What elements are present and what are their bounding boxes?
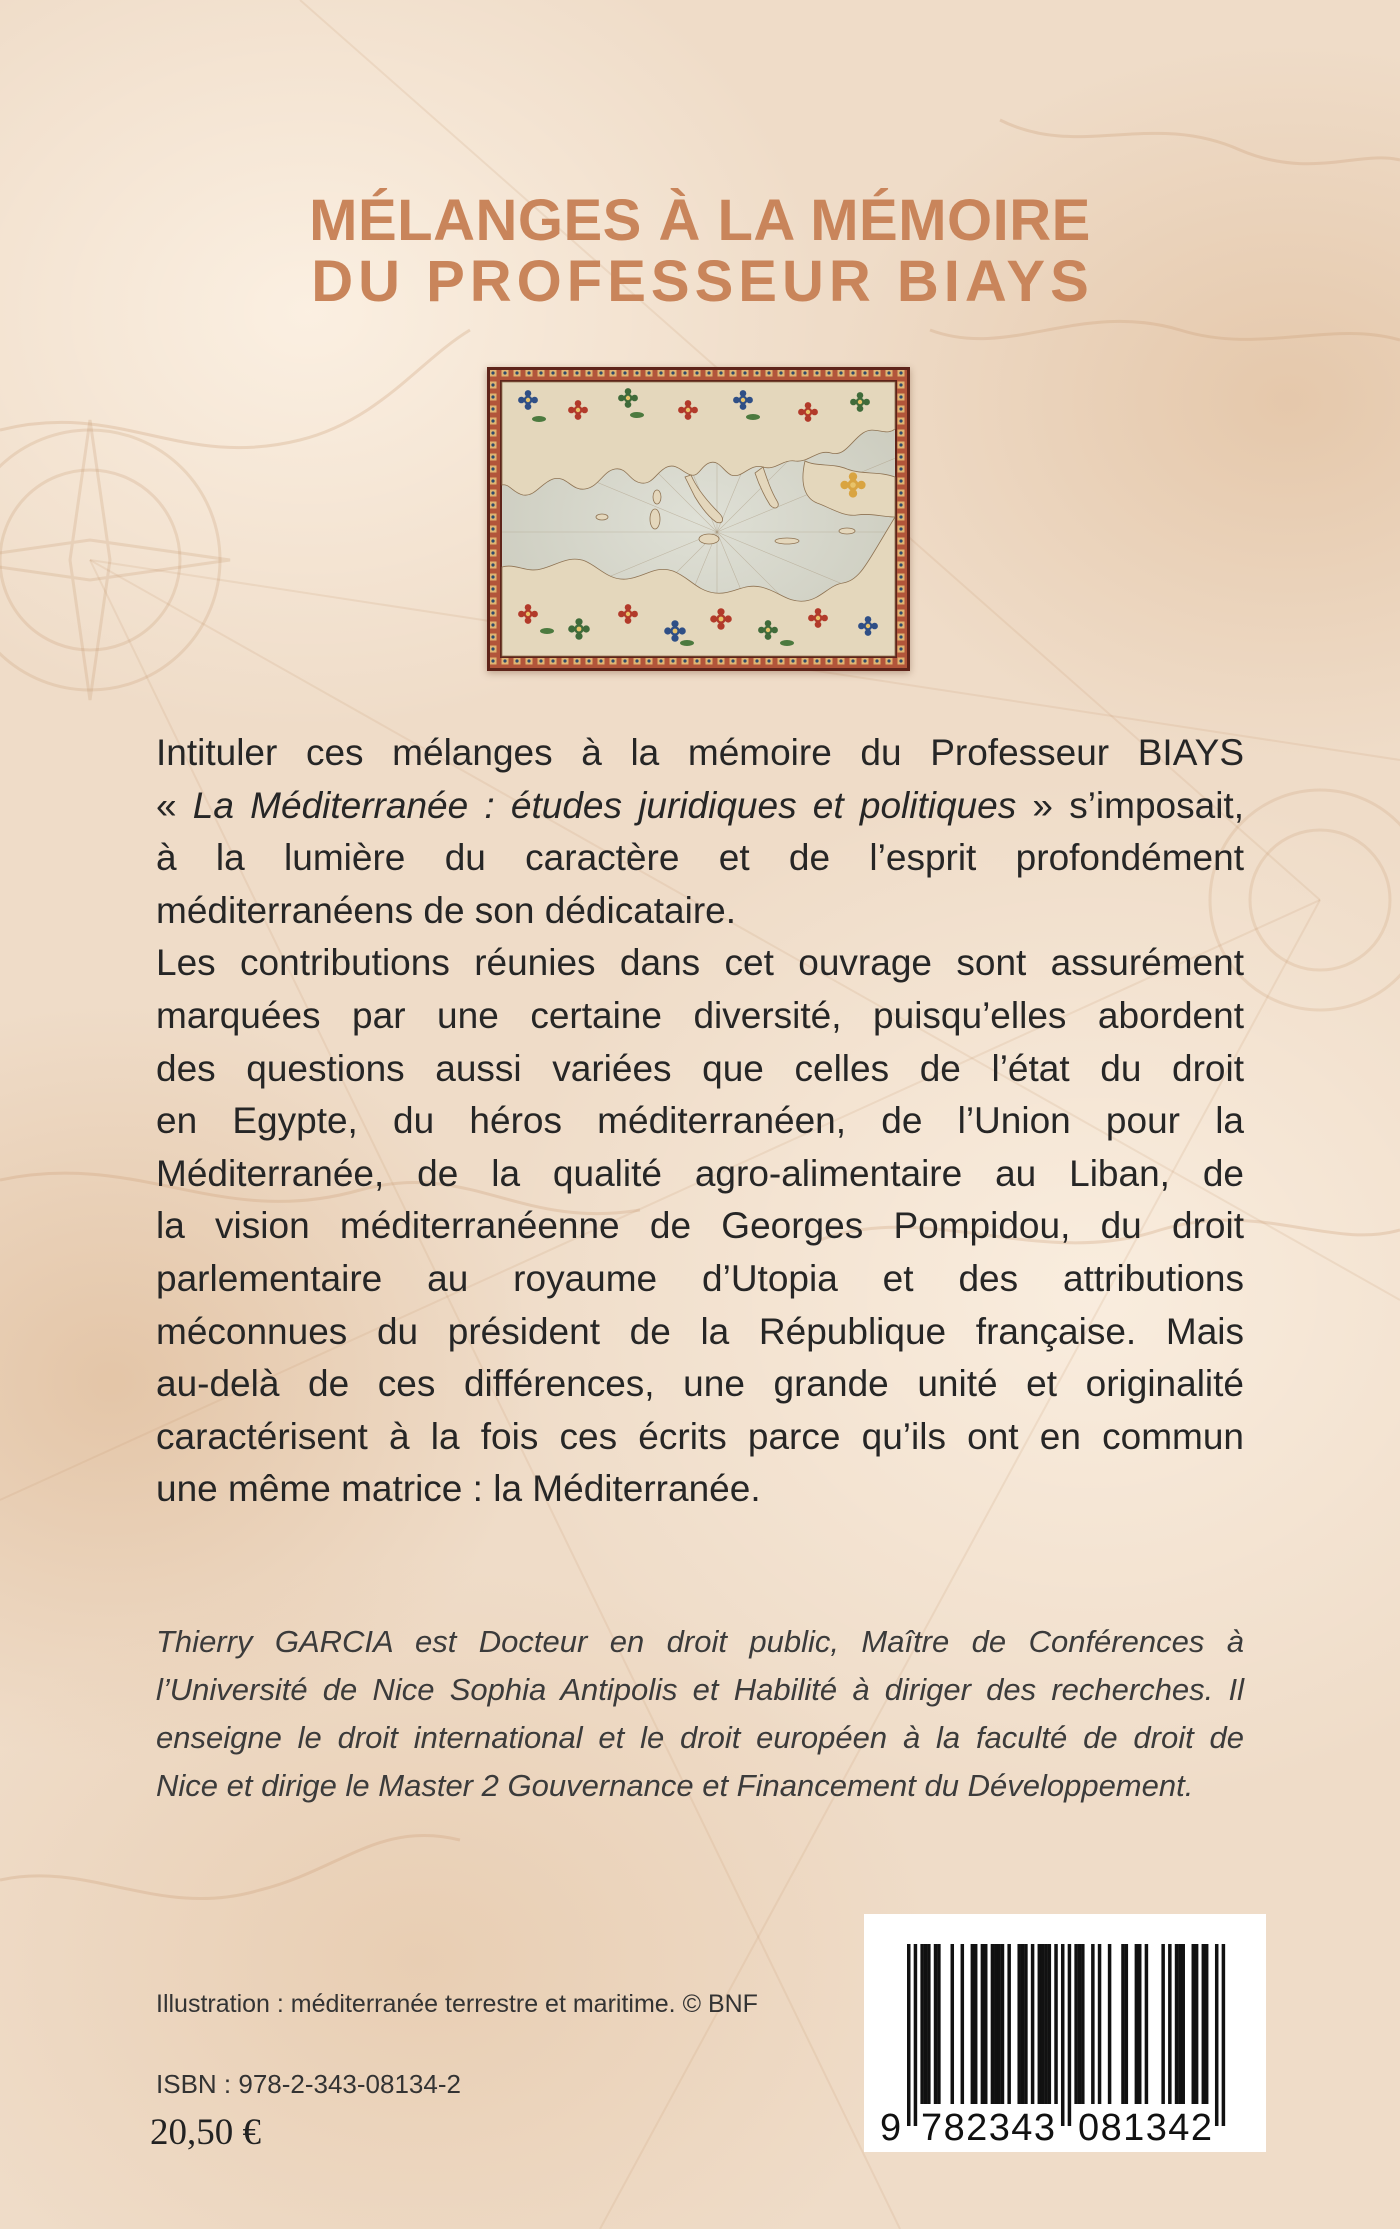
isbn-number: ISBN : 978-2-343-08134-2: [156, 2069, 461, 2099]
barcode-bar: [924, 1944, 928, 2104]
barcode-bar: [981, 1944, 985, 2104]
barcode-bar: [1031, 1944, 1035, 2104]
barcode-bar: [974, 1944, 978, 2104]
map-illustration: [487, 367, 910, 671]
barcode-first-digit: 9: [880, 2107, 902, 2149]
summary-line: [156, 780, 1244, 833]
barcode-bar: [1192, 1944, 1196, 2104]
barcode-bar: [1135, 1944, 1139, 2104]
summary-line: caractérisent à la fois ces écrits parce qu’ils ont en commun: [156, 1415, 1244, 1457]
barcode-bar: [1178, 1944, 1182, 2104]
book-price: 20,50 €: [150, 2112, 261, 2153]
barcode-bar: [1061, 1944, 1065, 2126]
barcode-bar: [1222, 1944, 1226, 2126]
summary-line: des questions aussi variées que celles de l’état du droit: [156, 1047, 1244, 1089]
barcode-bar: [1017, 1944, 1021, 2104]
compass-rose-icon: [0, 420, 230, 700]
barcode-icon: [864, 1914, 1266, 2152]
barcode-bar: [927, 1944, 931, 2104]
barcode-bar: [1195, 1944, 1199, 2104]
barcode-bar: [1044, 1944, 1048, 2104]
barcode-bar: [951, 1944, 955, 2104]
barcode-bar: [1168, 1944, 1172, 2104]
portolan-map-icon: [487, 367, 910, 671]
author-bio-line: enseigne le droit international et le droit européen à la faculté de droit de: [156, 1720, 1244, 1755]
barcode-bar: [1161, 1944, 1165, 2104]
barcode-bar: [1138, 1944, 1142, 2104]
summary-line: une même matrice : la Méditerranée.: [156, 1468, 761, 1510]
barcode-bar: [1038, 1944, 1042, 2104]
isbn-barcode: [864, 1914, 1266, 2152]
summary-line: marquées par une certaine diversité, puisqu’elles abordent: [156, 994, 1244, 1036]
barcode-bar: [1001, 1944, 1005, 2104]
barcode-bar: [1068, 1944, 1072, 2126]
barcode-bar: [1145, 1944, 1149, 2104]
barcode-bar: [1091, 1944, 1095, 2104]
barcode-bar: [1181, 1944, 1185, 2104]
barcode-bar: [1202, 1944, 1206, 2104]
barcode-bar: [991, 1944, 995, 2104]
summary-line: la vision méditerranéenne de Georges Pompidou, du droit: [156, 1205, 1244, 1247]
barcode-bar: [1074, 1944, 1078, 2104]
summary-line: Les contributions réunies dans cet ouvrage sont assurément: [156, 942, 1244, 984]
barcode-bar: [914, 1944, 918, 2126]
quote-close: » s’imposait,: [1016, 784, 1244, 826]
barcode-bar: [1108, 1944, 1112, 2104]
barcode-bar: [1041, 1944, 1045, 2104]
summary-line: au-delà de ces différences, une grande unité et originalité: [156, 1363, 1244, 1405]
summary-line: Méditerranée, de la qualité agro-alimentaire au Liban, de: [156, 1152, 1244, 1194]
barcode-bar: [1098, 1944, 1102, 2104]
summary-line: méditerranéens de son dédicataire.: [156, 889, 737, 931]
book-title: [0, 190, 1400, 312]
barcode-left-digits: 782343: [921, 2107, 1055, 2149]
barcode-bars: [907, 1944, 1225, 2126]
author-bio-line: l’Université de Nice Sophia Antipolis et Habilité à diriger des recherches. Il: [156, 1672, 1244, 1707]
barcode-bar: [1081, 1944, 1085, 2104]
summary-line: à la lumière du caractère et de l’esprit profondément: [156, 837, 1244, 879]
barcode-bar: [907, 1944, 911, 2126]
back-cover-summary: [156, 727, 1244, 1516]
author-bio: [156, 1618, 1244, 1810]
barcode-bar: [1007, 1944, 1011, 2104]
quote-open: «: [156, 784, 193, 826]
barcode-bar: [1125, 1944, 1129, 2104]
book-title-line-2: DU PROFESSEUR BIAYS: [311, 249, 1094, 314]
barcode-bar: [920, 1944, 924, 2104]
barcode-bar: [937, 1944, 941, 2104]
illustration-credit: Illustration : méditerranée terrestre et maritime. © BNF: [156, 1990, 758, 2018]
barcode-bar: [1054, 1944, 1058, 2104]
author-bio-line: Thierry GARCIA est Docteur en droit public, Maître de Conférences à: [156, 1624, 1244, 1659]
barcode-right-digits: 081342: [1078, 2107, 1212, 2149]
barcode-bar: [984, 1944, 988, 2104]
summary-line: méconnues du président de la République française. Mais: [156, 1310, 1244, 1352]
barcode-bar: [1215, 1944, 1219, 2126]
barcode-bar: [1048, 1944, 1052, 2104]
barcode-bar: [997, 1944, 1001, 2104]
barcode-bar: [1078, 1944, 1082, 2104]
barcode-bar: [971, 1944, 975, 2104]
summary-line: en Egypte, du héros méditerranéen, de l’Union pour la: [156, 1100, 1244, 1142]
barcode-bar: [994, 1944, 998, 2104]
barcode-bar: [1024, 1944, 1028, 2104]
book-title-line-1: MÉLANGES À LA MÉMOIRE: [309, 188, 1091, 253]
collection-title: La Méditerranée : études juridiques et politiques: [192, 784, 1017, 826]
summary-line: parlementaire au royaume d’Utopia et des attributions: [156, 1257, 1244, 1299]
author-bio-line: Nice et dirige le Master 2 Gouvernance et Financement du Développement.: [156, 1768, 1194, 1803]
summary-line: Intituler ces mélanges à la mémoire du Professeur BIAYS: [156, 732, 1244, 773]
barcode-bar: [1175, 1944, 1179, 2104]
barcode-bar: [961, 1944, 965, 2104]
barcode-bar: [1121, 1944, 1125, 2104]
barcode-bar: [1021, 1944, 1025, 2104]
barcode-bar: [934, 1944, 938, 2104]
barcode-bar: [1205, 1944, 1209, 2104]
